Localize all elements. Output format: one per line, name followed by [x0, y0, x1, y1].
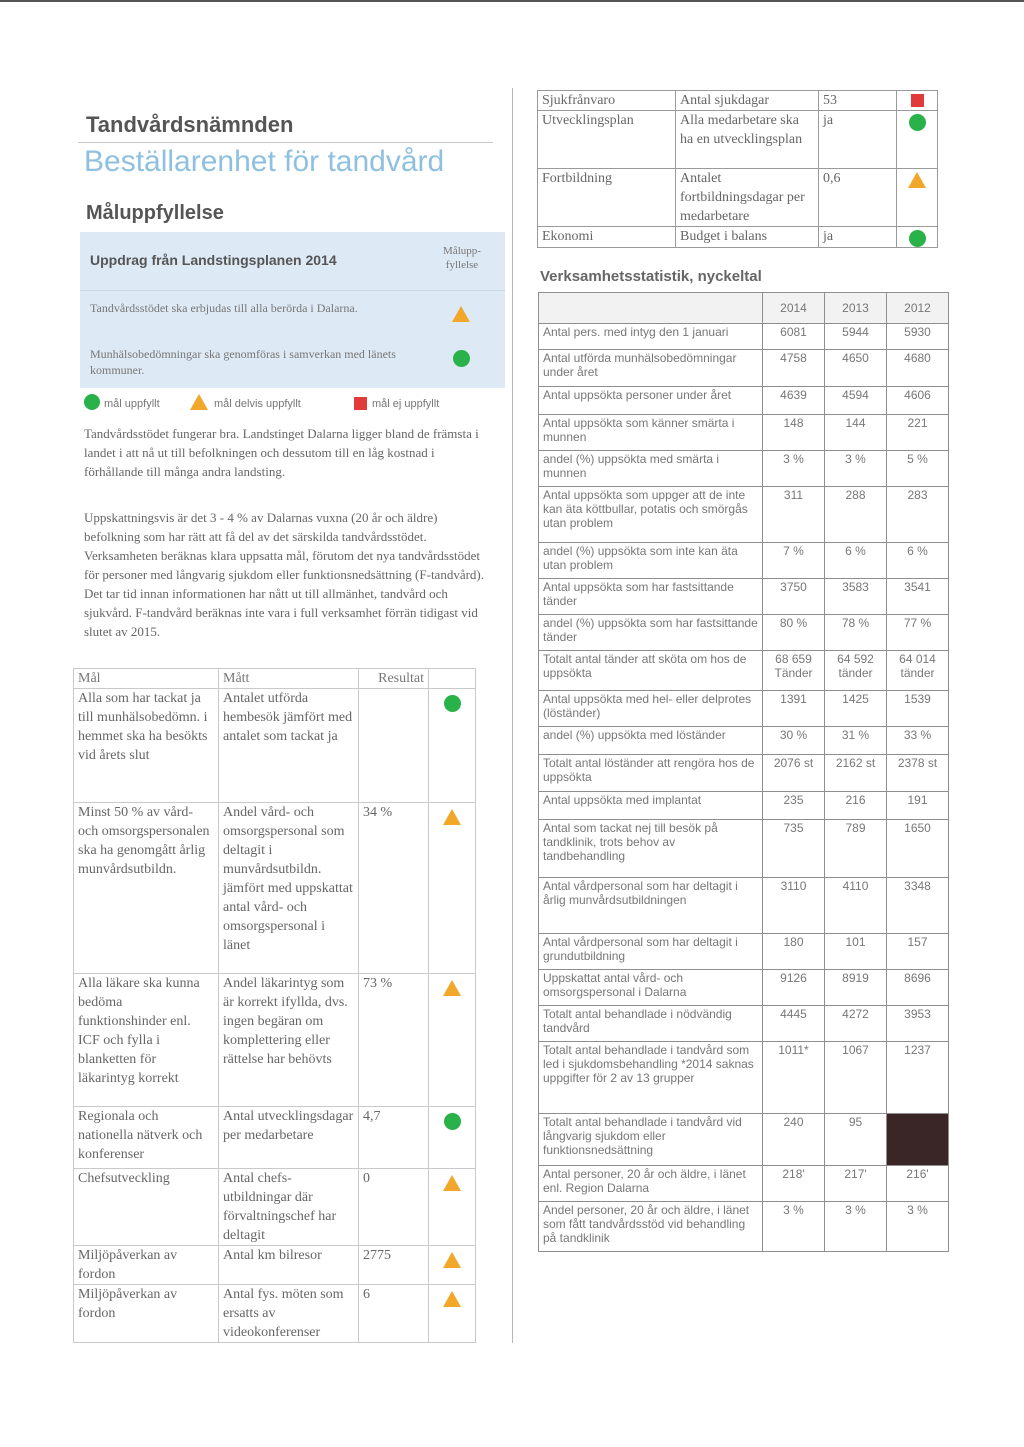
assignment-box: [80, 232, 505, 388]
goal-not-met-icon: [354, 397, 367, 410]
goal-cell: Alla som har tackat ja till munhälsobedömn. i hemmet ska ha besökts vid årets slut: [74, 689, 219, 803]
goal-not-met-icon: [911, 94, 924, 107]
legend-not-met-label: mål ej uppfyllt: [372, 398, 440, 410]
status-cell: [429, 974, 476, 1107]
year-header: 2013: [825, 293, 887, 324]
stat-label: Totalt antal tänder att sköta om hos de uppsökta: [539, 651, 763, 691]
stat-value: 31 %: [825, 727, 887, 755]
stat-value: 3 %: [763, 1202, 825, 1252]
stat-value: 1650: [887, 820, 949, 878]
column-header-result: Resultat: [359, 669, 429, 689]
stat-label: Antal uppsökta personer under året: [539, 387, 763, 415]
measure-cell: Andel vård- och omsorgspersonal som deltagit i munvårdsutbildn. jämfört med uppskattat antal vård- och omsorgspersonal i länet: [219, 803, 359, 974]
stat-value: 9126: [763, 970, 825, 1006]
table-row: [539, 1042, 949, 1114]
partial-goal-icon: [443, 1291, 461, 1307]
kpi-table: [537, 90, 938, 248]
area-cell: Fortbildning: [538, 169, 676, 227]
table-row: [74, 1246, 476, 1285]
year-header: 2014: [763, 293, 825, 324]
table-row: [539, 1006, 949, 1042]
stat-label: andel (%) uppsökta med löständer: [539, 727, 763, 755]
statistics-table: [538, 292, 949, 1252]
measure-cell: Antal sjukdagar: [676, 91, 819, 111]
stat-value: 180: [763, 934, 825, 970]
table-row: [539, 1202, 949, 1252]
table-row: [539, 691, 949, 727]
title-divider: [78, 142, 493, 143]
value-cell: 0,6: [819, 169, 897, 227]
stat-value: 235: [763, 792, 825, 820]
stat-value: 3953: [887, 1006, 949, 1042]
body-paragraph: Uppskattningsvis är det 3 - 4 % av Dalarnas vuxna (20 år och äldre) befolkning som har rätt att få del av det särskilda tandvårdsstödet. Verksamheten beräknas klara uppsatta mål, förutom det nya tandvårdsstödet för personer med långvarig sjukdom eller funktionsnedsättning (F-tandvård). Det tar tid innan informationen har nått ut till allmänhet, tandvård och sjukvård. F-tandvård beräknas inte vara i full verksamhet förrän tidigast vid slutet av 2015.: [84, 510, 485, 639]
stat-value: 5944: [825, 324, 887, 350]
year-header: 2012: [887, 293, 949, 324]
result-cell: 34 %: [359, 803, 429, 974]
result-cell: 4,7: [359, 1107, 429, 1169]
stat-value: 4594: [825, 387, 887, 415]
assignment-divider: [80, 290, 505, 291]
goal-met-icon: [84, 394, 100, 410]
table-row: [539, 1166, 949, 1202]
stat-label: Totalt antal behandlade i nödvändig tandvård: [539, 1006, 763, 1042]
stat-value: 735: [763, 820, 825, 878]
stat-value: 4606: [887, 387, 949, 415]
goal-cell: Chefsutveckling: [74, 1169, 219, 1246]
stat-value: 4639: [763, 387, 825, 415]
stat-value: 144: [825, 415, 887, 451]
status-cell: [429, 803, 476, 974]
measure-cell: Budget i balans: [676, 227, 819, 248]
result-cell: [359, 689, 429, 803]
stat-value: 157: [887, 934, 949, 970]
stat-value: 1237: [887, 1042, 949, 1114]
stat-value: 64 592 tänder: [825, 651, 887, 691]
table-row: [539, 387, 949, 415]
table-row: [74, 803, 476, 974]
table-row: [539, 820, 949, 878]
table-row: [74, 689, 476, 803]
page-title: Beställarenhet för tandvård: [84, 145, 445, 178]
stat-label: andel (%) uppsökta med smärta i munnen: [539, 451, 763, 487]
status-cell: [429, 1246, 476, 1285]
goal-met-icon: [444, 695, 461, 712]
measure-cell: Alla medarbetare ska ha en utvecklingsplan: [676, 111, 819, 169]
table-row: [539, 451, 949, 487]
stat-value: 3110: [763, 878, 825, 934]
stat-value: 5 %: [887, 451, 949, 487]
status-cell: [897, 227, 938, 248]
stat-label: Antal uppsökta med hel- eller delprotes (löständer): [539, 691, 763, 727]
stat-label: Antal vårdpersonal som har deltagit i grundutbildning: [539, 934, 763, 970]
partial-goal-icon: [452, 306, 470, 322]
table-row: [539, 543, 949, 579]
goal-met-icon: [453, 350, 470, 367]
stat-value: 7 %: [763, 543, 825, 579]
stat-value: 3 %: [887, 1202, 949, 1252]
table-row: [539, 755, 949, 792]
stat-value: 3 %: [763, 451, 825, 487]
table-row: [539, 579, 949, 615]
goal-cell: Alla läkare ska kunna bedöma funktionshinder enl. ICF och fylla i blanketten för läkarintyg korrekt: [74, 974, 219, 1107]
table-row: [539, 792, 949, 820]
stat-value: 3583: [825, 579, 887, 615]
stat-value: 8696: [887, 970, 949, 1006]
column-header-goal: Mål: [74, 669, 219, 689]
table-row: [539, 415, 949, 451]
partial-goal-icon: [443, 809, 461, 825]
stat-value: 101: [825, 934, 887, 970]
partial-goal-icon: [190, 394, 208, 410]
table-row: [539, 487, 949, 543]
org-name: Tandvårdsnämnden: [86, 112, 294, 137]
stat-label: Uppskattat antal vård- och omsorgspersonal i Dalarna: [539, 970, 763, 1006]
assignment-item-text: Tandvårdsstödet ska erbjudas till alla berörda i Dalarna.: [90, 301, 358, 315]
table-row: [539, 934, 949, 970]
goal-cell: Regionala och nationella nätverk och konferenser: [74, 1107, 219, 1169]
stat-value: 1067: [825, 1042, 887, 1114]
stat-value: 6 %: [825, 543, 887, 579]
goal-met-icon: [909, 114, 926, 131]
page-top-border: [0, 0, 1024, 2]
result-cell: 2775: [359, 1246, 429, 1285]
value-cell: ja: [819, 227, 897, 248]
stat-value: 1539: [887, 691, 949, 727]
stat-label: andel (%) uppsökta som har fastsittande tänder: [539, 615, 763, 651]
legend: [84, 394, 504, 414]
stat-label: Antal som tackat nej till besök på tandklinik, trots behov av tandbehandling: [539, 820, 763, 878]
stat-label: Antal utförda munhälsobedömningar under året: [539, 350, 763, 387]
stat-value: 8919: [825, 970, 887, 1006]
stat-value: 80 %: [763, 615, 825, 651]
table-row: [74, 1285, 476, 1343]
area-cell: Ekonomi: [538, 227, 676, 248]
stat-value: 6 %: [887, 543, 949, 579]
stat-value: 77 %: [887, 615, 949, 651]
stat-value: 789: [825, 820, 887, 878]
goal-met-icon: [444, 1113, 461, 1130]
stat-label: Totalt antal behandlade i tandvård som led i sjukdomsbehandling *2014 saknas uppgifter för 2 av 13 grupper: [539, 1042, 763, 1114]
stat-label: Antal vårdpersonal som har deltagit i årlig munvårdsutbildningen: [539, 878, 763, 934]
status-cell: [897, 169, 938, 227]
stat-value: 33 %: [887, 727, 949, 755]
body-paragraph: Tandvårdsstödet fungerar bra. Landstinget Dalarna ligger bland de främsta i landet i att nå ut till befolkningen och dessutom till en låg kostnad i förhållande till många andra landsting.: [84, 426, 479, 479]
stat-value: 68 659 Tänder: [763, 651, 825, 691]
stat-value: 2076 st: [763, 755, 825, 792]
stat-value: 288: [825, 487, 887, 543]
measure-cell: Antalet fortbildningsdagar per medarbetare: [676, 169, 819, 227]
partial-goal-icon: [908, 172, 926, 188]
goal-cell: Miljöpåverkan av fordon: [74, 1285, 219, 1343]
measure-cell: Antal km bilresor: [219, 1246, 359, 1285]
legend-met-label: mål uppfyllt: [104, 398, 160, 410]
partial-goal-icon: [443, 980, 461, 996]
column-header-measure: Mått: [219, 669, 359, 689]
table-row: [538, 227, 938, 248]
table-row: [539, 615, 949, 651]
stat-value: 2162 st: [825, 755, 887, 792]
statistics-title: Verksamhetsstatistik, nyckeltal: [540, 268, 762, 285]
stat-value: 240: [763, 1114, 825, 1166]
column-header-status: [429, 669, 476, 689]
stat-label: Antal uppsökta med implantat: [539, 792, 763, 820]
stat-value: 3 %: [825, 1202, 887, 1252]
stat-label: Totalt antal löständer att rengöra hos de uppsökta: [539, 755, 763, 792]
partial-goal-icon: [443, 1252, 461, 1268]
measure-cell: Antalet utförda hembesök jämfört med antalet som tackat ja: [219, 689, 359, 803]
status-cell: [429, 689, 476, 803]
stat-value: 64 014 tänder: [887, 651, 949, 691]
assignment-heading: Uppdrag från Landstingsplanen 2014: [90, 252, 337, 268]
table-row: [539, 878, 949, 934]
measure-cell: Andel läkarintyg som är korrekt ifyllda, dvs. ingen begäran om komplettering eller rättelse har behövts: [219, 974, 359, 1107]
table-row: [539, 970, 949, 1006]
stat-value: 216: [825, 792, 887, 820]
stat-label: Andel personer, 20 år och äldre, i länet som fått tandvårdsstöd vid behandling på tandklinik: [539, 1202, 763, 1252]
measure-cell: Antal utvecklingsdagar per medarbetare: [219, 1107, 359, 1169]
stat-value: 3348: [887, 878, 949, 934]
fulfillment-heading: Målupp-fyllelse: [443, 245, 481, 271]
stat-value: 4110: [825, 878, 887, 934]
stat-label: Antal uppsökta som uppger att de inte kan äta köttbullar, potatis och smörgås utan problem: [539, 487, 763, 543]
table-row: [539, 651, 949, 691]
stat-label: Antal personer, 20 år och äldre, i länet enl. Region Dalarna: [539, 1166, 763, 1202]
stat-value: 217': [825, 1166, 887, 1202]
stat-label: Antal pers. med intyg den 1 januari: [539, 324, 763, 350]
area-cell: Sjukfrånvaro: [538, 91, 676, 111]
stat-value: 191: [887, 792, 949, 820]
stat-value: 1425: [825, 691, 887, 727]
stat-value: 3541: [887, 579, 949, 615]
value-cell: ja: [819, 111, 897, 169]
status-cell: [897, 91, 938, 111]
stat-value: 1391: [763, 691, 825, 727]
table-row: [539, 727, 949, 755]
stat-value: 148: [763, 415, 825, 451]
section-title: Måluppfyllelse: [86, 202, 224, 224]
legend-partial-label: mål delvis uppfyllt: [214, 398, 301, 410]
goal-met-icon: [909, 230, 926, 247]
table-row: [538, 111, 938, 169]
status-cell: [429, 1107, 476, 1169]
stat-value: 4758: [763, 350, 825, 387]
stat-label: andel (%) uppsökta som inte kan äta utan problem: [539, 543, 763, 579]
label-header: [539, 293, 763, 324]
measure-cell: Antal fys. möten som ersatts av videokonferenser: [219, 1285, 359, 1343]
stat-value: 218': [763, 1166, 825, 1202]
result-cell: 6: [359, 1285, 429, 1343]
goal-cell: Minst 50 % av vård- och omsorgspersonalen ska ha genomgått årlig munvårdsutbildn.: [74, 803, 219, 974]
goal-cell: Miljöpåverkan av fordon: [74, 1246, 219, 1285]
partial-goal-icon: [443, 1175, 461, 1191]
goals-table: [73, 668, 476, 1343]
status-cell: [429, 1169, 476, 1246]
table-row: [539, 324, 949, 350]
stat-value: 3750: [763, 579, 825, 615]
stat-value: 221: [887, 415, 949, 451]
stat-label: Totalt antal behandlade i tandvård vid långvarig sjukdom eller funktionsnedsättning: [539, 1114, 763, 1166]
stat-value: 4272: [825, 1006, 887, 1042]
stat-value: 2378 st: [887, 755, 949, 792]
stat-value: [887, 1114, 949, 1166]
stat-value: 4680: [887, 350, 949, 387]
value-cell: 53: [819, 91, 897, 111]
assignment-item-text: Munhälsobedömningar ska genomföras i samverkan med länets kommuner.: [90, 347, 396, 377]
stat-value: 3 %: [825, 451, 887, 487]
table-header-row: [539, 293, 949, 324]
table-row: [539, 350, 949, 387]
stat-label: Antal uppsökta som har fastsittande tänder: [539, 579, 763, 615]
status-cell: [897, 111, 938, 169]
result-cell: 0: [359, 1169, 429, 1246]
stat-value: 30 %: [763, 727, 825, 755]
stat-value: 95: [825, 1114, 887, 1166]
stat-value: 6081: [763, 324, 825, 350]
table-row: [74, 974, 476, 1107]
status-cell: [429, 1285, 476, 1343]
stat-value: 4650: [825, 350, 887, 387]
table-row: [538, 169, 938, 227]
stat-value: 5930: [887, 324, 949, 350]
table-row: [74, 1169, 476, 1246]
column-divider: [512, 88, 513, 1343]
stat-value: 78 %: [825, 615, 887, 651]
area-cell: Utvecklingsplan: [538, 111, 676, 169]
stat-label: Antal uppsökta som känner smärta i munnen: [539, 415, 763, 451]
stat-value: 1011*: [763, 1042, 825, 1114]
stat-value: 216': [887, 1166, 949, 1202]
table-row: [539, 1114, 949, 1166]
result-cell: 73 %: [359, 974, 429, 1107]
table-row: [74, 1107, 476, 1169]
stat-value: 4445: [763, 1006, 825, 1042]
table-row: [538, 91, 938, 111]
measure-cell: Antal chefs-utbildningar där förvaltningschef har deltagit: [219, 1169, 359, 1246]
stat-value: 283: [887, 487, 949, 543]
stat-value: 311: [763, 487, 825, 543]
